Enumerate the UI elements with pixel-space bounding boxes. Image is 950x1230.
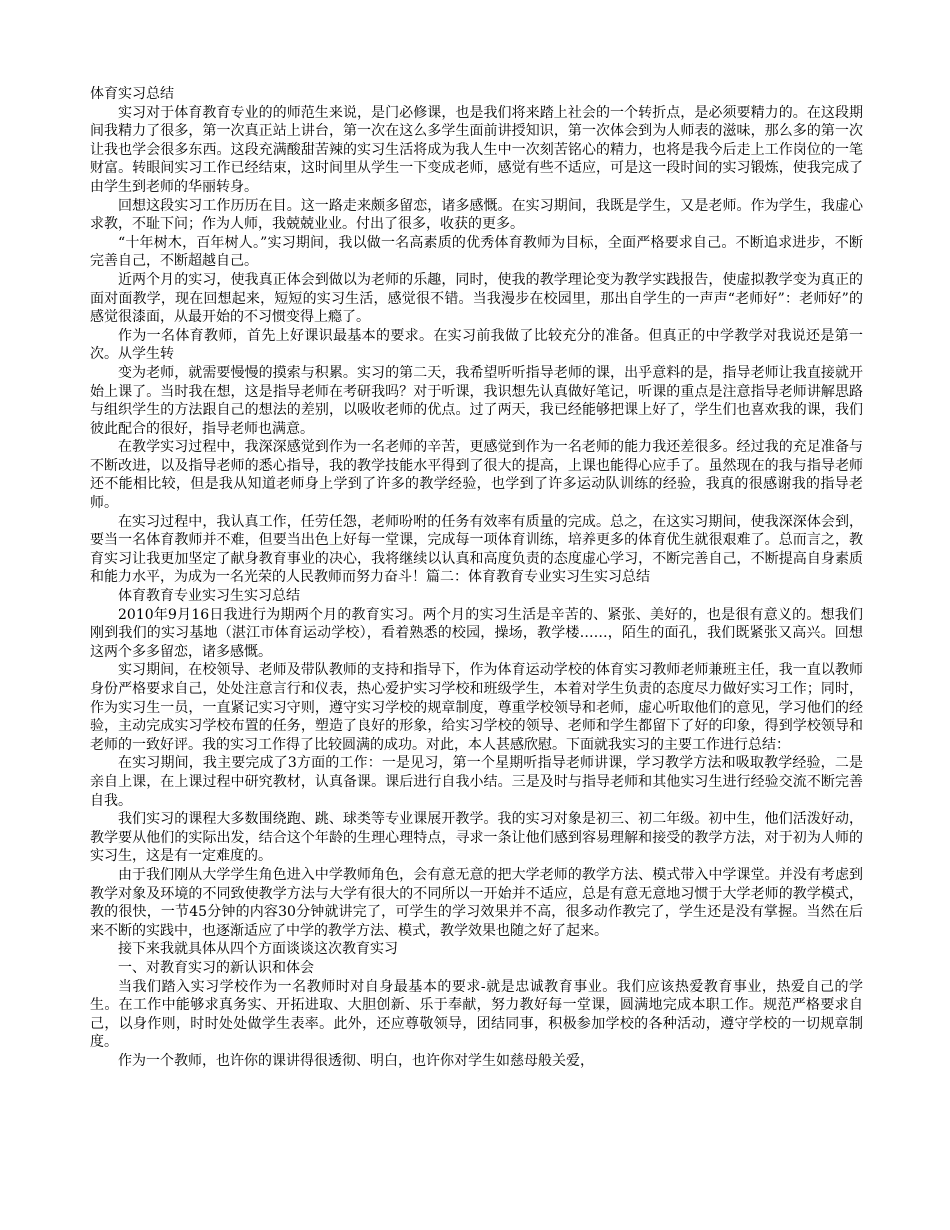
paragraph: 作为一名体育教师，首先上好课识最基本的要求。在实习前我做了比较充分的准备。但真正的中学教学对我说还是第一次。从学生转 (90, 327, 863, 363)
paragraph: 变为老师，就需要慢慢的摸索与积累。实习的第二天，我希望听听指导老师的课，出乎意料的是，指导老师让我直接就开始上课了。当时我在想，这是指导老师在考研我吗？对于听课，我识想先认真做好笔记，听课的重点是注意指导老师讲解思路与组织学生的方法跟自己的想法的差别，以吸收老师的优点。过了两天，我已经能够把课上好了，学生们也喜欢我的课，我们彼此配合的很好，指导老师也满意。 (90, 364, 863, 437)
paragraph: 近两个月的实习，使我真正体会到做以为老师的乐趣，同时，使我的教学理论变为教学实践报告，使虚拟教学变为真正的面对面教学，现在回想起来，短短的实习生活，感觉很不错。当我漫步在校园里，那出自学生的一声声“老师好”：老师好”的感觉很漆面，从最开始的不习惯变得上瘾了。 (90, 271, 863, 326)
paragraph: 实习对于体育教育专业的的师范生来说，是门必修课，也是我们将来踏上社会的一个转折点，是必须要精力的。在这段期间我精力了很多，第一次真正站上讲台，第一次在这么多学生面前讲授知识，第一次体会到为人师表的滋味，那么多的第一次让我也学会很多东西。这段充满酸甜苦辣的实习生活将成为我人生中一次刻苦铭心的精力，也将是我今后走上工作岗位的一笔财富。转眼间实习工作已经结束，这时间里从学生一下变成老师，感觉有些不适应，可是这一段时间的实习锻炼，使我完成了由学生到老师的华丽转身。 (90, 104, 863, 195)
paragraph: 在教学实习过程中，我深深感觉到作为一名老师的辛苦，更感觉到作为一名老师的能力我还差很多。经过我的充足准备与不断改进，以及指导老师的悉心指导，我的教学技能水平得到了很大的提高，上课也能得心应手了。虽然现在的我与指导老师还不能相比较，但是我从知道老师身上学到了许多的教学经验，也学到了许多运动队训练的经验，我真的很感谢我的指导老师。 (90, 439, 863, 512)
paragraph: 作为一个教师，也许你的课讲得很透彻、明白，也许你对学生如慈母般关爱， (118, 1052, 594, 1069)
paragraph: 我们实习的课程大多数围绕跑、跳、球类等专业课展开教学。我的实习对象是初三、初二年级。初中生，他们活泼好动，教学要从他们的实际出发，结合这个年龄的生理心理特点，寻求一条让他们感到容易理解和接受的教学方法，对于初为人师的实习生，这是有一定难度的。 (90, 811, 863, 865)
subheading: 一、对教育实习的新认识和体会 (118, 959, 314, 976)
paragraph: “十年树木，百年树人。”实习期间，我以做一名高素质的优秀体育教师为目标，全面严格要求自己。不断追求进步，不断完善自己，不断超越自己。 (90, 234, 863, 270)
document-title: 体育实习总结 (90, 86, 174, 102)
paragraph: 当我们踏入实习学校作为一名教师时对自身最基本的要求-就是忠诚教育事业。我们应该热爱教育事业，热爱自己的学生。在工作中能够求真务实、开拓进取、大胆创新、乐于奉献，努力教好每一堂课，圆满地完成本职工作。规范严格要求自己，以身作则，时时处处做学生表率。此外，还应尊敬领导，团结同事，积极参加学校的各种活动，遵守学校的一切规章制度。 (90, 978, 863, 1051)
paragraph: 回想这段实习工作历历在目。这一路走来颇多留恋，诸多感慨。在实习期间，我既是学生，又是老师。作为学生，我虚心求教，不耻下问；作为人师，我兢兢业业。付出了很多，收获的更多。 (90, 197, 863, 233)
document-page (90, 85, 863, 1070)
paragraph: 在实习期间，我主要完成了3方面的工作：一是见习，第一个星期听指导老师讲课，学习教学方法和吸取教学经验，二是亲自上课，在上课过程中研究教材，认真备课。课后进行自我小结。三是及时与指导老师和其他实习生进行经验交流不断完善自我。 (90, 755, 863, 809)
paragraph: 2010年9月16日我进行为期两个月的教育实习。两个月的实习生活是辛苦的、紧张、美好的，也是很有意义的。想我们刚到我们的实习基地（湛江市体育运动学校），看着熟悉的校园，操场，教学楼……，陌生的面孔，我们既紧张又高兴。回想这两个多多留恋，诸多感慨。 (90, 606, 863, 660)
paragraph: 在实习过程中，我认真工作，任劳任怨，老师吩咐的任务有效率有质量的完成。总之，在这实习期间，使我深深体会到，要当一名体育教师并不难，但要当出色上好每一堂课，完成每一项体育训练，培养更多的体育优生就很艰难了。总而言之，教育实习让我更加坚定了献身教育事业的决心，我将继续以认真和高度负责的态度虚心学习，不断完善自己，不断提高自身素质和能力水平，为成为一名光荣的人民教师而努力奋斗！篇二：体育教育专业实习生实习总结 (90, 513, 863, 586)
section-title: 体育教育专业实习生实习总结 (118, 588, 300, 605)
paragraph: 由于我们刚从大学学生角色进入中学教师角色，会有意无意的把大学老师的教学方法、模式带入中学课堂。并没有考虑到教学对象及环境的不同致使教学方法与大学有很大的不同所以一开始并不适应，总是有意无意地习惯于大学老师的教学模式，教的很快，一节45分钟的内容30分钟就讲完了，可学生的学习效果并不高，很多动作教完了，学生还是没有掌握。当然在后来不断的实践中，也逐渐适应了中学的教学方法、模式，教学效果也随之好了起来。 (90, 866, 863, 939)
paragraph: 实习期间，在校领导、老师及带队教师的支持和指导下，作为体育运动学校的体育实习教师老师兼班主任，我一直以教师身份严格要求自己，处处注意言行和仪表，热心爱护实习学校和班级学生，本着对学生负责的态度尽力做好实习工作；同时，作为实习生一员，一直紧记实习守则，遵守实习学校的规章制度，尊重学校领导和老师，虚心听取他们的意见，学习他们的经验，主动完成实习学校布置的任务，塑造了良好的形象，给实习学校的领导、老师和学生都留下了好的印象，得到学校领导和老师的一致好评。我的实习工作得了比较圆满的成功。对此，本人甚感欣慰。下面就我实习的主要工作进行总结： (90, 662, 863, 753)
paragraph: 接下来我就具体从四个方面谈谈这次教育实习 (118, 941, 398, 958)
